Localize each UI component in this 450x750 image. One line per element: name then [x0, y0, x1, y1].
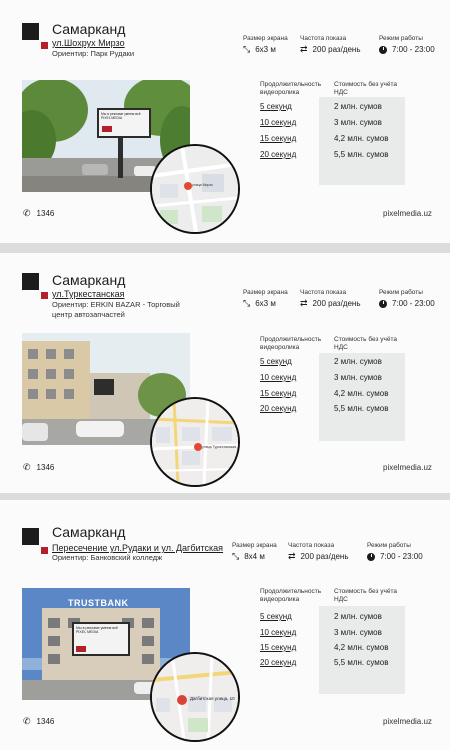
duration-cell: 5 секунд	[260, 612, 292, 621]
duration-cell: 15 секунд	[260, 389, 297, 398]
duration-header: Продолжительность видеоролика	[260, 81, 322, 97]
repeat-icon: ⇄	[300, 298, 308, 308]
duration-cell: 10 секунд	[260, 118, 297, 127]
frequency-value: 200 раз/день	[312, 299, 361, 308]
duration-cell: 20 секунд	[260, 658, 297, 667]
price-cell: 5,5 млн. сумов	[334, 150, 389, 159]
duration-cell: 15 секунд	[260, 134, 297, 143]
price-cell: 2 млн. сумов	[334, 102, 382, 111]
price-cell: 3 млн. сумов	[334, 373, 382, 382]
clock-icon	[367, 553, 375, 561]
phone-icon: ✆	[23, 208, 31, 218]
resize-icon: ⤡	[232, 551, 240, 561]
screen-size	[243, 45, 276, 54]
duration-cell: 20 секунд	[260, 150, 297, 159]
duration-header: Продолжительность видеоролика	[260, 588, 322, 604]
price-header: Стоимость без учёта НДС	[334, 588, 398, 604]
clock-icon	[379, 46, 387, 54]
hours	[379, 299, 435, 308]
screen-size	[232, 552, 265, 561]
brand-logo	[22, 528, 48, 554]
price-cell: 2 млн. сумов	[334, 612, 382, 621]
map-pin-icon	[194, 443, 202, 451]
map-label: улица Туркестанская	[202, 445, 237, 449]
screen-size-value: 6x3 м	[255, 45, 276, 54]
price-cell: 2 млн. сумов	[334, 357, 382, 366]
location-map[interactable]	[150, 397, 240, 487]
city-title: Самарканд	[52, 524, 126, 540]
duration-cell: 5 секунд	[260, 357, 292, 366]
price-cell: 4,2 млн. сумов	[334, 643, 389, 652]
street-name: Пересечение ул.Рудаки и ул. Дагбитская	[52, 543, 224, 553]
price-header: Стоимость без учёта НДС	[334, 336, 398, 352]
landmark: Ориентир: Банковский колледж	[52, 553, 163, 562]
website-link[interactable]: pixelmedia.uz	[383, 717, 432, 726]
screen-size-label: Размер экрана	[232, 542, 277, 549]
screen-size-label: Размер экрана	[243, 289, 288, 296]
price-header: Стоимость без учёта НДС	[334, 81, 398, 97]
hours-value: 7:00 - 23:00	[380, 552, 423, 561]
price-cell: 3 млн. сумов	[334, 628, 382, 637]
duration-cell: 5 секунд	[260, 102, 292, 111]
screen-size-value: 8x4 м	[244, 552, 265, 561]
hours-value: 7:00 - 23:00	[392, 45, 435, 54]
repeat-icon: ⇄	[288, 551, 296, 561]
duration-cell: 20 секунд	[260, 404, 297, 413]
hours-label: Режим работы	[379, 289, 423, 296]
price-cell: 5,5 млн. сумов	[334, 658, 389, 667]
price-cell: 3 млн. сумов	[334, 118, 382, 127]
resize-icon: ⤡	[243, 298, 251, 308]
brand-logo	[22, 273, 48, 299]
map-pin-icon	[184, 182, 192, 190]
frequency-label: Частота показа	[300, 289, 347, 296]
duration-cell: 15 секунд	[260, 643, 297, 652]
hours-value: 7:00 - 23:00	[392, 299, 435, 308]
frequency-label: Частота показа	[288, 542, 335, 549]
frequency	[288, 552, 349, 561]
phone-icon: ✆	[23, 716, 31, 726]
screen-size	[243, 299, 276, 308]
city-title: Самарканд	[52, 21, 126, 37]
street-name: ул.Туркестанская	[52, 289, 125, 299]
street-name: ул.Шохрух Мирзо	[52, 38, 125, 48]
price-cell: 5,5 млн. сумов	[334, 404, 389, 413]
duration-cell: 10 секунд	[260, 628, 297, 637]
duration-cell: 10 секунд	[260, 373, 297, 382]
map-pin-icon	[177, 695, 187, 705]
hours	[367, 552, 423, 561]
resize-icon: ⤡	[243, 44, 251, 54]
price-cell: 4,2 млн. сумов	[334, 389, 389, 398]
phone-number: 1346	[36, 463, 55, 472]
building-sign: TRUSTBANK	[68, 598, 129, 608]
frequency-value: 200 раз/день	[312, 45, 361, 54]
hours-label: Режим работы	[379, 35, 423, 42]
frequency	[300, 299, 361, 308]
map-label: Дагбитская улица, 10	[190, 696, 235, 701]
city-title: Самарканд	[52, 272, 126, 288]
location-card-2	[0, 253, 450, 493]
billboard-text: Мы в рекламе умеем всё PIXEL MEDIA	[101, 112, 141, 121]
landmark: Ориентир: Парк Рудаки	[52, 49, 135, 58]
clock-icon	[379, 300, 387, 308]
frequency-label: Частота показа	[300, 35, 347, 42]
brand-logo	[22, 23, 48, 49]
location-map[interactable]	[150, 652, 240, 742]
hours-label: Режим работы	[367, 542, 411, 549]
website-link[interactable]: pixelmedia.uz	[383, 463, 432, 472]
price-cell: 4,2 млн. сумов	[334, 134, 389, 143]
location-card-1	[0, 0, 450, 243]
phone-icon: ✆	[23, 462, 31, 472]
landmark: Ориентир: ERKIN BAZAR - Торговый центр автозапчастей	[52, 300, 180, 319]
screen-size-value: 6x3 м	[255, 299, 276, 308]
website-link[interactable]: pixelmedia.uz	[383, 209, 432, 218]
phone[interactable]	[23, 462, 54, 473]
hours	[379, 45, 435, 54]
map-label: улица Мирзо	[192, 183, 213, 187]
duration-header: Продолжительность видеоролика	[260, 336, 322, 352]
frequency-value: 200 раз/день	[300, 552, 349, 561]
frequency	[300, 45, 361, 54]
repeat-icon: ⇄	[300, 44, 308, 54]
screen-size-label: Размер экрана	[243, 35, 288, 42]
phone[interactable]	[23, 716, 54, 727]
phone-number: 1346	[36, 209, 55, 218]
phone-number: 1346	[36, 717, 55, 726]
location-map[interactable]	[150, 144, 240, 234]
location-card-3	[0, 500, 450, 750]
phone[interactable]	[23, 208, 54, 219]
billboard-text: Мы в рекламе умеем всё PIXEL MEDIA	[76, 626, 119, 635]
